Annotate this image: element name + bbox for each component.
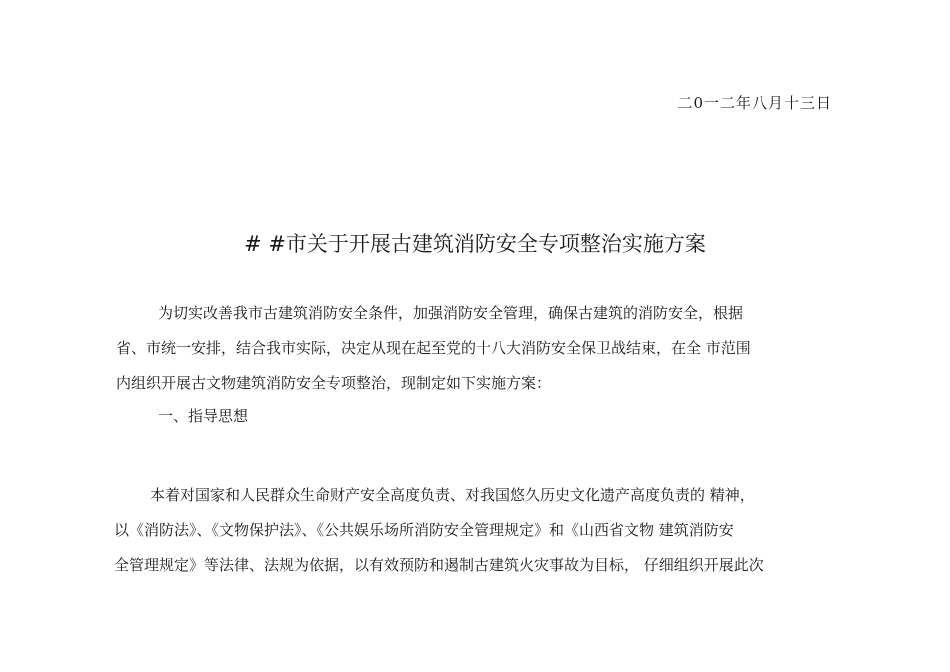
- section-heading: 一、指导思想: [158, 407, 249, 425]
- body-line: 本着对国家和人民群众生命财产安全高度负责、对我国悠久历史文化遗产高度负责的 精神，: [150, 486, 755, 504]
- body-line: 全管理规定》等法律、法规为依据，以有效预防和遏制古建筑火灾事故为目标， 仔细组织开展此次: [114, 556, 764, 574]
- intro-line: 内组织开展古文物建筑消防安全专项整治，现制定如下实施方案：: [116, 374, 552, 392]
- intro-line: 省、市统一安排，结合我市实际，决定从现在起至党的十八大消防安全保卫战结束，在全 市范围: [116, 339, 751, 357]
- intro-line: 为切实改善我市古建筑消防安全条件，加强消防安全管理，确保古建筑的消防安全，根据: [158, 304, 744, 322]
- intro-paragraph: [116, 296, 836, 401]
- body-paragraph: [114, 478, 839, 583]
- body-line: 以《消防法》、《文物保护法》、《公共娱乐场所消防安全管理规定》和《山西省文物 建筑消防安: [114, 521, 734, 539]
- document-date: 二0一二年八月十三日: [677, 94, 832, 112]
- document-title: # #市关于开展古建筑消防安全专项整治实施方案: [244, 232, 706, 256]
